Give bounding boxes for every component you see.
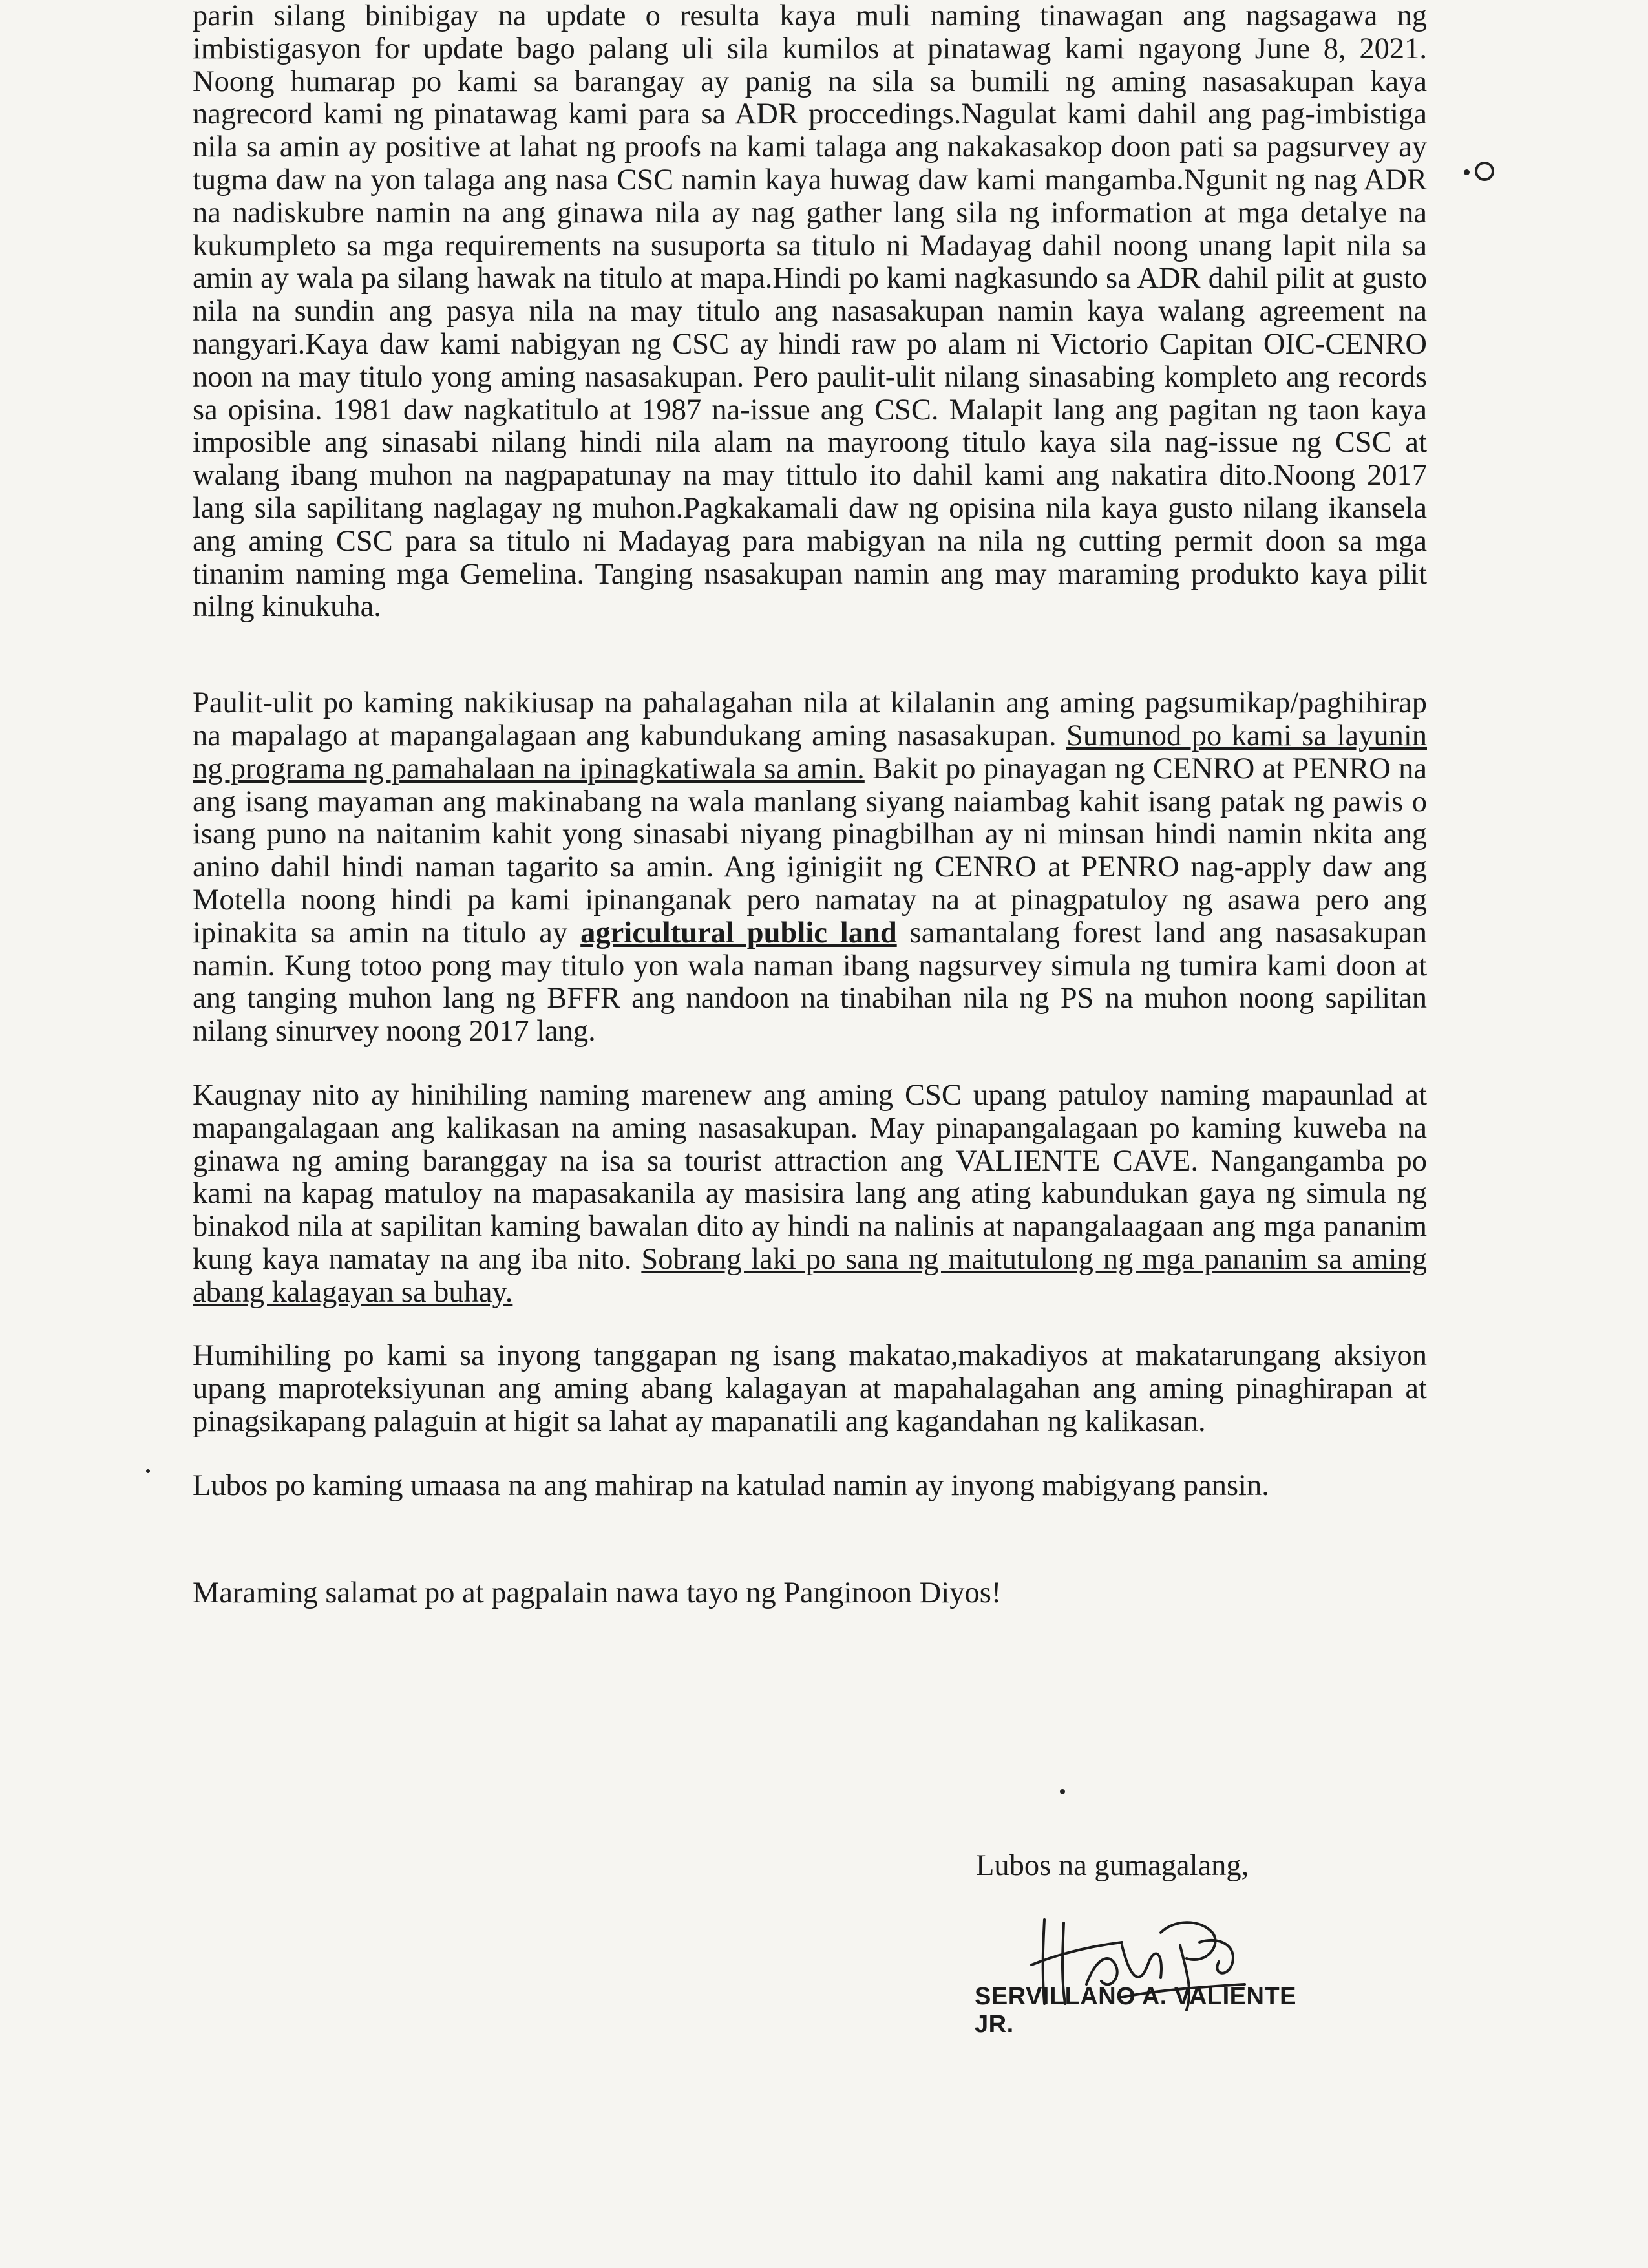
signer-name: SERVILLANO A. VALIENTE JR.: [975, 1983, 1297, 2038]
scan-speck: [1464, 169, 1470, 175]
letter-body: [193, 0, 1427, 1609]
paragraph-appeal-part-2: Bakit po pinayagan ng CENRO at PENRO na ang isang mayaman ang makinabang na wala manlang siyang naiambag kahit isang patak ng pawis o isang puno na naitanim kahit yong sinasabi niyang pinagbilhan ay ni minsan hindi namin nkita ang anino dahil hindi naman tagarito sa amin. Ang iginigiit ng CENRO at PENRO nag-apply daw ang Motella noong hindi pa kami ipinanganak pero namatay na at pinagpatuloy ng asawa pero ang ipinakita sa amin na titulo ay: [193, 752, 1427, 949]
closing-salutation: Lubos na gumagalang,: [976, 1849, 1249, 1882]
underlined-plants-statement: Sobrang laki po sana ng maitutulong ng mga pananim sa aming abang kalagayan sa buhay.: [193, 1242, 1427, 1309]
paragraph-renew-csc: [193, 1079, 1427, 1309]
underlined-program-statement: Sumunod po kami sa layunin ng programa ng pamahalaan na ipinagkatiwala sa amin.: [193, 719, 1427, 785]
paragraph-hope: Lubos po kaming umaasa na ang mahirap na katulad namin ay inyong mabigyang pansin.: [193, 1468, 1269, 1502]
scan-speck: [1475, 162, 1494, 181]
scan-speck: [1060, 1789, 1065, 1794]
paragraph-renew-part-1: Kaugnay nito ay hinihiling naming marenew ang aming CSC upang patuloy naming mapaunlad at mapangalagaan ang kalikasan na aming nasasakupan. May pinapangalagaan po kaming kuweba na ginawa ng aming baranggay na isa sa tourist attraction ang VALIENTE CAVE. Nangangamba po kami na kapag matuloy na mapasakanila ay masisira lang ang ating kabundukan gaya ng simula ng binakod nila at sapilitan kaming bawalan dito ay hindi na nalinis at napangalaagaan ang mga pananim kung kaya namatay na ang iba nito.: [193, 1078, 1427, 1276]
bold-agricultural-public-land: agricultural public land: [580, 916, 897, 949]
paragraph-appeal-recognition: [193, 687, 1427, 1048]
paragraph-appeal-part-3: samantalang forest land ang nasasakupan namin. Kung totoo pong may titulo yon wala naman ibang nagsurvey simula ng tumira kami doon at ang tanging muhon lang ng BFFR ang nandoon na tinabihan nila ng PS na muhon noong sapilitan nilang sinurvey noong 2017 lang.: [193, 916, 1427, 1048]
paragraph-thanks: Maraming salamat po at pagpalain nawa tayo ng Panginoon Diyos!: [193, 1576, 1002, 1609]
paragraph-request-action: Humihiling po kami sa inyong tanggapan ng isang makatao,makadiyos at makatarungang aksiyon upang maproteksiyunan ang aming abang kalagayan at mapahalagahan ang aming pinaghirapan at pinagsikapang palaguin at higit sa lahat ay mapanatili ang kagandahan ng kalikasan.: [193, 1339, 1427, 1439]
signature-block: [975, 1907, 1336, 2036]
paragraph-adr-proceedings: parin silang binibigay na update o resulta kaya muli naming tinawagan ang nagsagawa ng imbistigasyon for update bago palang uli sila kumilos at pinatawag kami ngayong June 8, 2021. Noong humarap po kami sa barangay ay panig na sila sa bumili ng aming nasasakupan kaya nagrecord kami ng pinatawag kami para sa ADR proccedings.Nagulat kami dahil ang pag-imbistiga nila sa amin ay positive at lahat ng proofs na kami talaga ang nakakasakop doon pati sa pagsurvey ay tugma daw na yon talaga ang nasa CSC namin kaya huwag daw kami mangamba.Ngunit ng nag ADR na nadiskubre namin na ang ginawa nila ay nag gather lang sila ng information at mga detalye na kukumpleto sa mga requirements na susuporta sa titulo ni Madayag dahil noong unang lapit nila sa amin ay wala pa silang hawak na titulo at mapa.Hindi po kami nagkasundo sa ADR dahil pilit at gusto nila na sundin ang pasya nila na may titulo ang nasasakupan namin kaya walang agreement na nangyari.Kaya daw kami nabigyan ng CSC ay hindi raw po alam ni Victorio Capitan OIC-CENRO noon na may titulo yong aming nasasakupan. Pero paulit-ulit nilang sinasabing kompleto ang records sa opisina. 1981 daw nagkatitulo at 1987 na-issue ang CSC. Malapit lang ang pagitan ng taon kaya imposible ang sinasabi nilang hindi nila alam na mayroong titulo kaya sila nag-issue ng CSC at walang ibang muhon na nagpapatunay na may tittulo ito dahil kami ang nakatira dito.Noong 2017 lang sila sapilitang naglagay ng muhon.Pagkakamali daw ng opisina nila kaya gusto nilang ikansela ang aming CSC para sa titulo ni Madayag para mabigyan na nila ng cutting permit doon sa mga tinanim naming mga Gemelina. Tanging nsasakupan namin ang may maraming produkto kaya pilit nilng kinukuha.: [193, 0, 1427, 624]
paragraph-appeal-part-1: Paulit-ulit po kaming nakikiusap na pahalagahan nila at kilalanin ang aming pagsumikap/paghihirap na mapalago at mapangalagaan ang kabundukang aming nasasakupan.: [193, 686, 1427, 752]
scan-speck: [146, 1469, 150, 1473]
